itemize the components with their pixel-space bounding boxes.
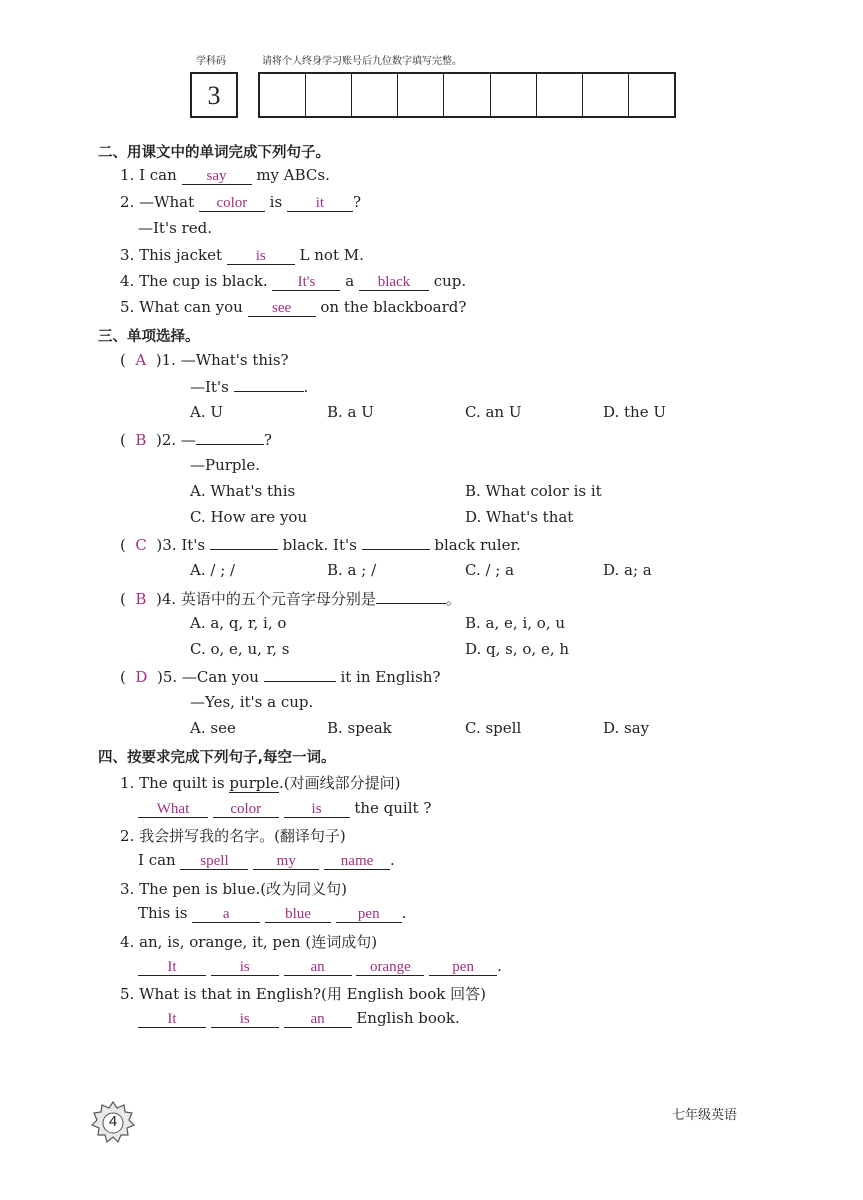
- id-digit-cell[interactable]: [583, 74, 629, 116]
- underlined-word: purple: [229, 774, 280, 792]
- answer-blank[interactable]: is: [227, 248, 295, 265]
- id-digit-cell[interactable]: [491, 74, 537, 116]
- page-number-badge: [90, 1100, 136, 1146]
- answer-blank[interactable]: say: [182, 168, 252, 185]
- answer-blank[interactable]: What: [138, 801, 208, 818]
- s4-item-1: 1. The quilt is purple.(对画线部分提问): [120, 774, 401, 792]
- answer-blank[interactable]: pen: [429, 959, 497, 976]
- mc-question-5: ( D )5. —Can you it in English?: [120, 668, 441, 686]
- answer-blank[interactable]: pen: [336, 906, 402, 923]
- mc-answer-1[interactable]: A: [135, 351, 147, 369]
- section-3-heading: 三、单项选择。: [98, 329, 200, 345]
- answer-blank[interactable]: orange: [356, 959, 424, 976]
- answer-blank[interactable]: see: [248, 300, 316, 317]
- answer-blank[interactable]: color: [213, 801, 279, 818]
- option-d[interactable]: D. the U: [603, 403, 667, 421]
- id-digit-cell[interactable]: [260, 74, 306, 116]
- mc-question-2: ( B )2. — ?: [120, 431, 272, 449]
- s4-item-1-answer: What color is the quilt ?: [138, 799, 431, 818]
- answer-blank[interactable]: is: [211, 1011, 279, 1028]
- option-c[interactable]: C. spell: [465, 719, 522, 737]
- blank-line: [362, 535, 430, 550]
- option-d[interactable]: D. a; a: [603, 561, 652, 579]
- blank-line: [264, 667, 336, 682]
- blank-line: [234, 377, 304, 392]
- mc-q2-line2: —Purple.: [190, 456, 260, 474]
- answer-blank[interactable]: is: [211, 959, 279, 976]
- mc-answer-5[interactable]: D: [135, 668, 148, 686]
- option-a[interactable]: A. U: [190, 403, 224, 421]
- option-c[interactable]: C. / ; a: [465, 561, 515, 579]
- answer-blank[interactable]: it: [287, 195, 353, 212]
- s4-item-2: 2. 我会拼写我的名字。(翻译句子): [120, 827, 346, 845]
- option-d[interactable]: D. q, s, o, e, h: [465, 640, 570, 658]
- answer-blank[interactable]: It: [138, 1011, 206, 1028]
- option-b[interactable]: B. a, e, i, o, u: [465, 614, 566, 632]
- answer-blank[interactable]: name: [324, 853, 390, 870]
- student-id-input-grid[interactable]: [258, 72, 676, 118]
- page-number: 4: [108, 1113, 118, 1130]
- answer-blank[interactable]: an: [284, 1011, 352, 1028]
- blank-line: [210, 535, 278, 550]
- answer-blank[interactable]: blue: [265, 906, 331, 923]
- option-a[interactable]: A. What's this: [190, 482, 296, 500]
- s2-item-1: 1. I can say my ABCs.: [120, 166, 330, 184]
- s4-item-4: 4. an, is, orange, it, pen (连词成句): [120, 933, 378, 951]
- id-digit-cell[interactable]: [352, 74, 398, 116]
- option-a[interactable]: A. / ; /: [190, 561, 236, 579]
- mc-answer-3[interactable]: C: [135, 536, 147, 554]
- s4-item-4-answer: It is an orange pen .: [138, 957, 502, 976]
- id-digit-cell[interactable]: [629, 74, 674, 116]
- mc-question-3: ( C )3. It's black. It's black ruler.: [120, 536, 521, 554]
- option-b[interactable]: B. a U: [327, 403, 374, 421]
- option-c[interactable]: C. How are you: [190, 508, 308, 526]
- option-c[interactable]: C. an U: [465, 403, 522, 421]
- option-b[interactable]: B. a ; /: [327, 561, 377, 579]
- section-4-heading: 四、按要求完成下列句子,每空一词。: [98, 750, 336, 766]
- blank-line: [196, 430, 264, 445]
- answer-blank[interactable]: a: [192, 906, 260, 923]
- s2-item-5: 5. What can you see on the blackboard?: [120, 298, 467, 316]
- s2-item-3: 3. This jacket is L not M.: [120, 246, 364, 264]
- s2-item-4: 4. The cup is black. It's a black cup.: [120, 272, 467, 290]
- mc-answer-2[interactable]: B: [135, 431, 147, 449]
- mc-answer-4[interactable]: B: [135, 590, 147, 608]
- answer-blank[interactable]: It: [138, 959, 206, 976]
- mc-question-1: ( A )1. —What's this?: [120, 351, 289, 369]
- book-title: 七年级英语: [672, 1108, 738, 1123]
- option-a[interactable]: A. a, q, r, i, o: [190, 614, 287, 632]
- subject-code-box: 3: [190, 72, 238, 118]
- id-digit-cell[interactable]: [537, 74, 583, 116]
- s4-item-5: 5. What is that in English?(用 English book 回答): [120, 985, 486, 1003]
- s2-item-2-response: —It's red.: [138, 219, 212, 237]
- s4-item-2-answer: I can spell my name .: [138, 851, 395, 869]
- answer-blank[interactable]: spell: [180, 853, 248, 870]
- answer-blank[interactable]: my: [253, 853, 319, 870]
- answer-blank[interactable]: color: [199, 195, 265, 212]
- s4-item-5-answer: It is an English book.: [138, 1009, 460, 1028]
- answer-blank[interactable]: black: [359, 274, 429, 291]
- mc-q5-line2: —Yes, it's a cup.: [190, 693, 314, 711]
- s2-item-2: 2. —What color is it ?: [120, 193, 361, 211]
- id-digit-cell[interactable]: [398, 74, 444, 116]
- option-a[interactable]: A. see: [190, 719, 236, 737]
- mc-question-4: ( B )4. 英语中的五个元音字母分别是 。: [120, 590, 461, 608]
- s4-item-3-answer: This is a blue pen .: [138, 904, 407, 922]
- instruction-text: 请将个人终身学习账号后九位数字填写完整。: [262, 56, 462, 67]
- id-digit-cell[interactable]: [306, 74, 352, 116]
- answer-blank[interactable]: an: [284, 959, 352, 976]
- id-digit-cell[interactable]: [444, 74, 490, 116]
- answer-blank[interactable]: is: [284, 801, 350, 818]
- section-2-heading: 二、用课文中的单词完成下列句子。: [98, 145, 330, 161]
- option-d[interactable]: D. What's that: [465, 508, 574, 526]
- option-c[interactable]: C. o, e, u, r, s: [190, 640, 290, 658]
- blank-line: [376, 589, 446, 604]
- option-b[interactable]: B. What color is it: [465, 482, 602, 500]
- option-d[interactable]: D. say: [603, 719, 650, 737]
- mc-q1-line2: —It's .: [190, 378, 309, 396]
- answer-blank[interactable]: It's: [272, 274, 340, 291]
- option-b[interactable]: B. speak: [327, 719, 392, 737]
- s4-item-3: 3. The pen is blue.(改为同义句): [120, 880, 347, 898]
- subject-code-label: 学科码: [196, 56, 226, 67]
